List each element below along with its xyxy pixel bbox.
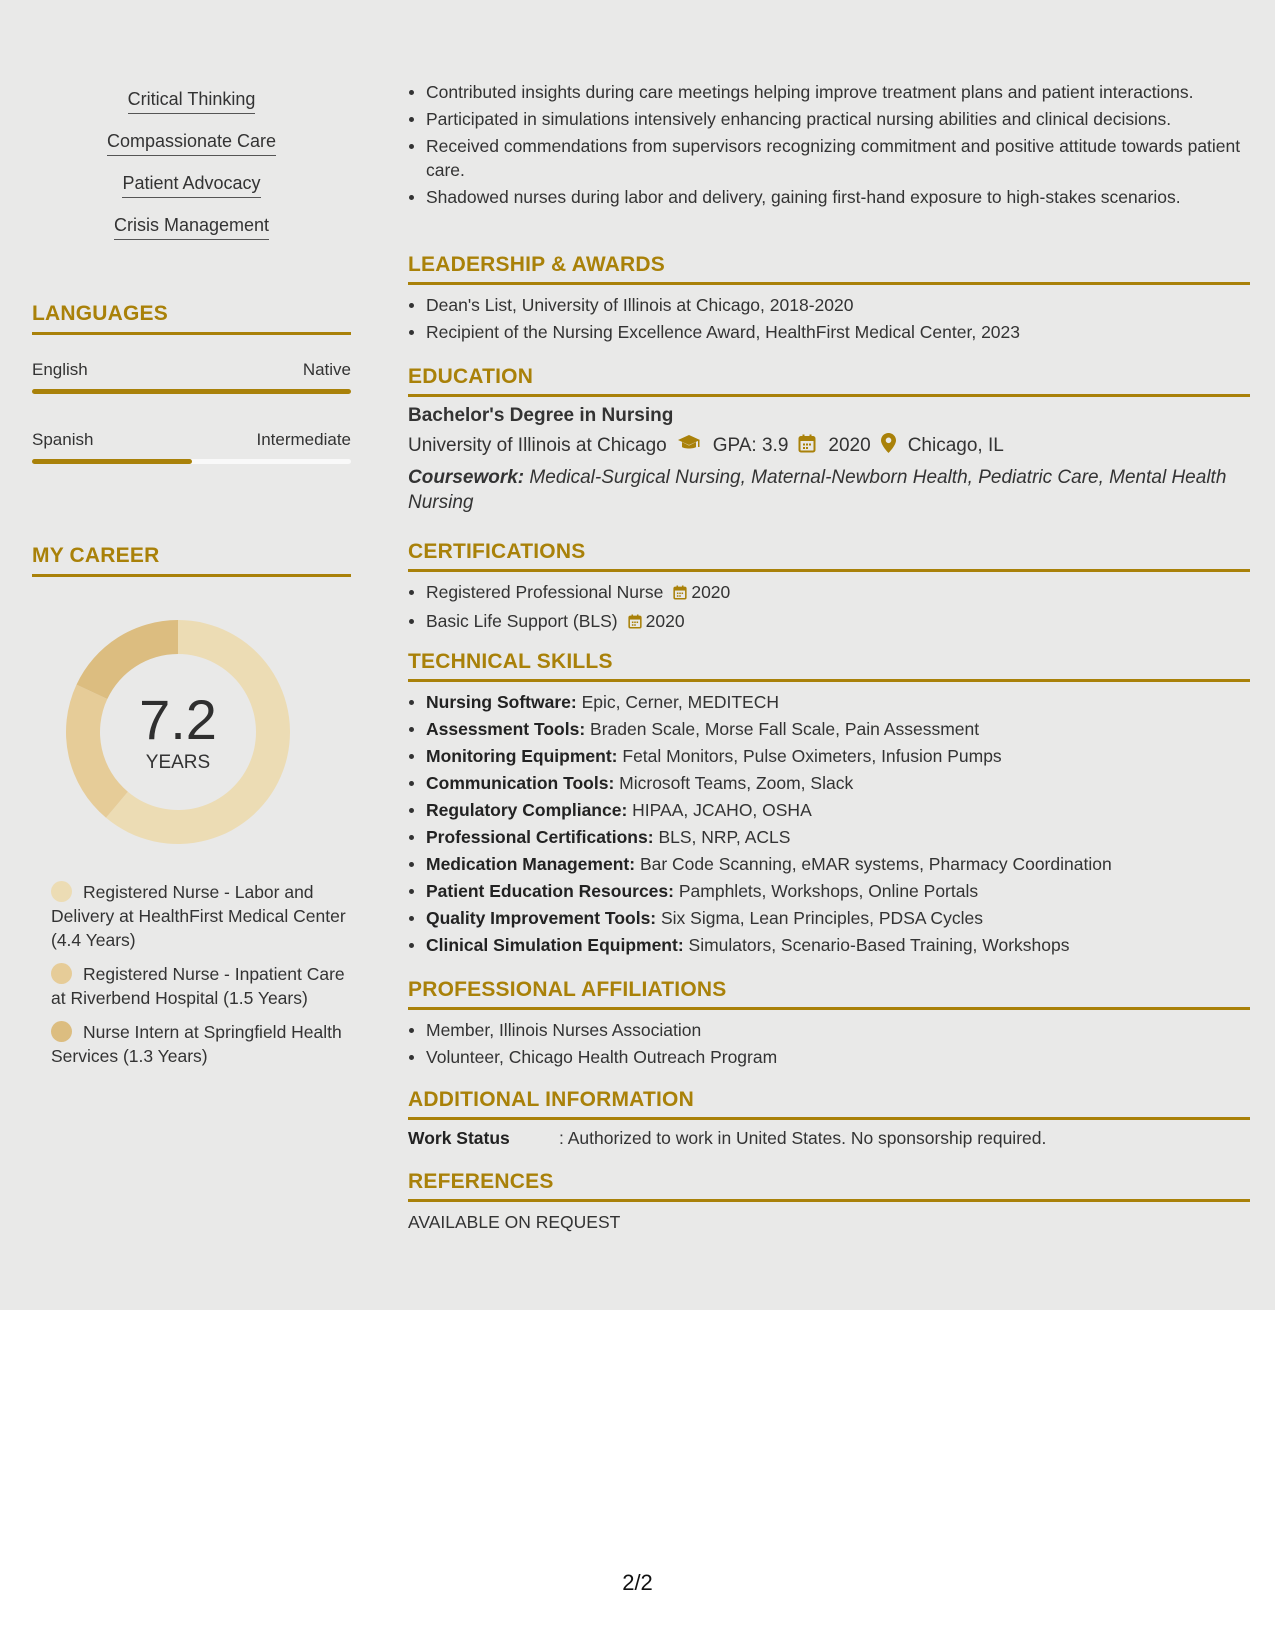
skill-value: Epic, Cerner, MEDITECH [581, 692, 779, 712]
graduation-cap-icon [677, 434, 701, 458]
page-number: 2/2 [622, 1570, 653, 1595]
language-level: Native [302, 360, 351, 379]
career-total-value: 7.2 [139, 688, 217, 751]
list-item: Received commendations from supervisors recognizing commitment and positive attitude towards patient care. [408, 134, 1250, 182]
skill-patient-advocacy: Patient Advocacy [122, 172, 260, 198]
language-bar-fill [32, 459, 192, 464]
work-status [408, 1128, 1250, 1149]
list-item [408, 771, 1250, 795]
legend-dot [51, 1021, 72, 1042]
references-text: AVAILABLE ON REQUEST [408, 1212, 621, 1232]
certification-year: 2020 [645, 611, 685, 631]
leadership-section [408, 253, 1250, 344]
skill-label: Regulatory Compliance: [426, 800, 628, 820]
career-item-label: Registered Nurse - Inpatient Care at Riverbend Hospital (1.5 Years) [51, 964, 345, 1008]
skill-label: Nursing Software: [426, 692, 577, 712]
language-bar [32, 459, 351, 464]
education-section [408, 365, 1250, 515]
skill-compassionate-care: Compassionate Care [107, 130, 276, 156]
section-heading: PROFESSIONAL AFFILIATIONS [408, 978, 1250, 1010]
skill-value: Bar Code Scanning, eMAR systems, Pharmacy Coordination [639, 854, 1112, 874]
skill-critical-thinking: Critical Thinking [128, 88, 256, 114]
language-bar-fill [32, 389, 351, 394]
skill-label: Medication Management: [426, 854, 636, 874]
degree-title: Bachelor's Degree in Nursing [408, 405, 674, 426]
school-name: University of Illinois at Chicago [408, 435, 667, 456]
career-item-label: Registered Nurse - Labor and Delivery at HealthFirst Medical Center (4.4 Years) [51, 882, 346, 950]
work-status-label: Work Status [408, 1128, 510, 1148]
list-item [408, 798, 1250, 822]
skill-value: HIPAA, JCAHO, OSHA [632, 800, 812, 820]
career-total-unit: YEARS [145, 752, 211, 773]
skill-value: Six Sigma, Lean Principles, PDSA Cycles [661, 908, 983, 928]
language-name: English [32, 360, 88, 379]
list-item: Dean's List, University of Illinois at Chicago, 2018-2020 [408, 293, 1250, 317]
list-item: Volunteer, Chicago Health Outreach Program [408, 1045, 1250, 1069]
skill-value: Braden Scale, Morse Fall Scale, Pain Assessment [590, 719, 980, 739]
career-item [51, 962, 351, 1010]
language-bar [32, 389, 351, 394]
calendar-icon [673, 582, 687, 606]
list-item [408, 852, 1250, 876]
skill-value: Pamphlets, Workshops, Online Portals [678, 881, 979, 901]
skill-value: Fetal Monitors, Pulse Oximeters, Infusion Pumps [622, 746, 1002, 766]
skill-value: Microsoft Teams, Zoom, Slack [619, 773, 854, 793]
list-item [408, 609, 1250, 635]
affiliations-section [408, 978, 1250, 1069]
list-item: Contributed insights during care meetings helping improve treatment plans and patient interactions. [408, 80, 1250, 104]
calendar-icon [628, 611, 642, 635]
list-item [408, 825, 1250, 849]
career-heading: MY CAREER [32, 544, 351, 577]
language-level: Intermediate [256, 430, 351, 449]
technical-skills-section [408, 650, 1250, 957]
skills-list [32, 88, 351, 256]
legend-dot [51, 881, 72, 902]
list-item [408, 580, 1250, 606]
skill-label: Patient Education Resources: [426, 881, 674, 901]
list-item [408, 690, 1250, 714]
career-item-label: Nurse Intern at Springfield Health Services (1.3 Years) [51, 1022, 342, 1066]
list-item [408, 717, 1250, 741]
skill-label: Clinical Simulation Equipment: [426, 935, 684, 955]
language-name: Spanish [32, 430, 94, 449]
language-english [32, 360, 351, 394]
coursework-text: Medical-Surgical Nursing, Maternal-Newborn Health, Pediatric Care, Mental Health Nursing [408, 467, 1227, 513]
section-heading: TECHNICAL SKILLS [408, 650, 1250, 682]
skill-value: BLS, NRP, ACLS [658, 827, 791, 847]
skill-label: Quality Improvement Tools: [426, 908, 657, 928]
section-heading: CERTIFICATIONS [408, 540, 1250, 572]
skill-label: Communication Tools: [426, 773, 615, 793]
list-item [408, 879, 1250, 903]
list-item [408, 906, 1250, 930]
section-heading: ADDITIONAL INFORMATION [408, 1088, 1250, 1120]
career-total [66, 620, 290, 844]
list-item: Member, Illinois Nurses Association [408, 1018, 1250, 1042]
additional-info-section [408, 1088, 1250, 1149]
location-pin-icon [881, 433, 896, 459]
skill-label: Professional Certifications: [426, 827, 654, 847]
experience-bullets [408, 80, 1250, 209]
list-item: Shadowed nurses during labor and delivery, gaining first-hand exposure to high-stakes scenarios. [408, 185, 1250, 209]
certification-name: Registered Professional Nurse [426, 582, 664, 602]
coursework [408, 465, 1250, 515]
list-item [408, 744, 1250, 768]
skill-label: Monitoring Equipment: [426, 746, 618, 766]
language-spanish [32, 430, 351, 464]
work-status-value: : Authorized to work in United States. No sponsorship required. [559, 1128, 1047, 1148]
education-details [408, 433, 1250, 459]
gpa: GPA: 3.9 [712, 435, 789, 456]
coursework-label: Coursework: [408, 467, 525, 488]
calendar-icon [798, 434, 816, 459]
section-heading: LEADERSHIP & AWARDS [408, 253, 1250, 285]
list-item: Participated in simulations intensively enhancing practical nursing abilities and clinical decisions. [408, 107, 1250, 131]
legend-dot [51, 963, 72, 984]
section-heading: EDUCATION [408, 365, 1250, 397]
list-item [408, 933, 1250, 957]
career-item [51, 880, 351, 952]
list-item: Recipient of the Nursing Excellence Award, HealthFirst Medical Center, 2023 [408, 320, 1250, 344]
skill-label: Assessment Tools: [426, 719, 586, 739]
graduation-year: 2020 [828, 435, 871, 456]
career-item [51, 1020, 351, 1068]
career-donut-chart [66, 620, 290, 844]
references-section [408, 1170, 1250, 1233]
certification-year: 2020 [691, 582, 731, 602]
certification-name: Basic Life Support (BLS) [426, 611, 618, 631]
languages-heading: LANGUAGES [32, 302, 351, 335]
career-legend [51, 880, 351, 1078]
school-location: Chicago, IL [907, 435, 1004, 456]
skill-value: Simulators, Scenario-Based Training, Workshops [688, 935, 1070, 955]
certifications-section [408, 540, 1250, 635]
section-heading: REFERENCES [408, 1170, 1250, 1202]
skill-crisis-management: Crisis Management [114, 214, 269, 240]
